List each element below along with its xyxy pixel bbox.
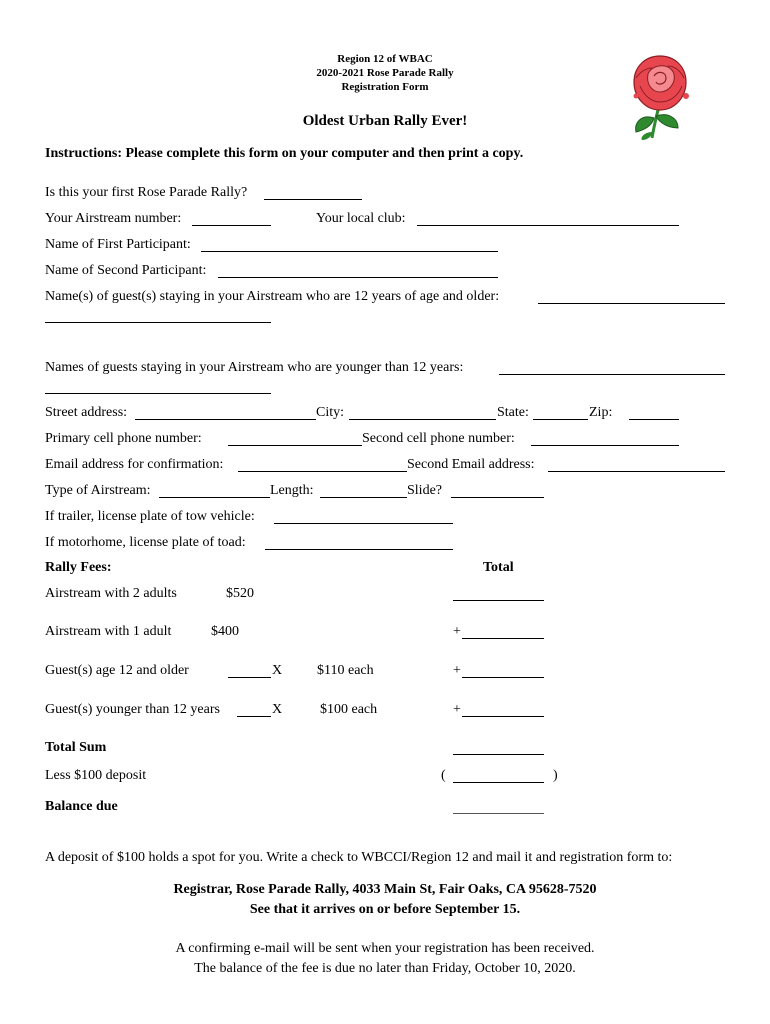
- guest-older-count-field[interactable]: [228, 677, 271, 678]
- second-email-label: Second Email address:: [407, 457, 535, 472]
- length-label: Length:: [270, 483, 314, 498]
- form-title: Oldest Urban Rally Ever!: [302, 113, 468, 129]
- toad-plate-label: If motorhome, license plate of toad:: [45, 535, 246, 550]
- header-line-1: Region 12 of WBAC: [337, 53, 433, 65]
- airstream-type-field[interactable]: [159, 497, 270, 498]
- one-adult-total-field[interactable]: [462, 638, 544, 639]
- header-line-3: Registration Form: [341, 81, 429, 93]
- slide-field[interactable]: [451, 497, 544, 498]
- email-label: Email address for confirmation:: [45, 457, 224, 472]
- street-label: Street address:: [45, 405, 128, 420]
- guests-older-field[interactable]: [538, 303, 725, 304]
- two-adults-price: $520: [226, 586, 254, 601]
- state-field[interactable]: [533, 419, 588, 420]
- guest-younger-x: X: [272, 702, 283, 717]
- one-adult-label: Airstream with 1 adult: [45, 624, 172, 639]
- trailer-plate-label: If trailer, license plate of tow vehicle:: [45, 509, 255, 524]
- toad-plate-field[interactable]: [265, 549, 453, 550]
- primary-phone-field[interactable]: [228, 445, 362, 446]
- email-field[interactable]: [238, 471, 407, 472]
- first-rally-field[interactable]: [264, 199, 362, 200]
- local-club-field[interactable]: [417, 225, 679, 226]
- second-participant-field[interactable]: [218, 277, 498, 278]
- airstream-type-label: Type of Airstream:: [45, 483, 151, 498]
- guest-younger-plus: +: [453, 702, 461, 717]
- zip-label: Zip:: [589, 405, 613, 420]
- rally-fees-heading: Rally Fees:: [45, 560, 112, 575]
- deposit-open-paren: (: [441, 768, 446, 783]
- two-adults-total-field[interactable]: [453, 600, 544, 601]
- city-label: City:: [316, 405, 345, 420]
- mailing-address: Registrar, Rose Parade Rally, 4033 Main St, Fair Oaks, CA 95628-7520: [173, 882, 597, 897]
- instructions: Instructions: Please complete this form on your computer and then print a copy.: [45, 146, 524, 161]
- balance-due-label: Balance due: [45, 799, 118, 814]
- state-label: State:: [497, 405, 529, 420]
- guest-older-total-field[interactable]: [462, 677, 544, 678]
- guests-younger-field[interactable]: [499, 374, 725, 375]
- guests-older-label: Name(s) of guest(s) staying in your Airstream who are 12 years of age and older:: [45, 289, 500, 304]
- zip-field[interactable]: [629, 419, 679, 420]
- less-deposit-label: Less $100 deposit: [45, 768, 147, 783]
- length-field[interactable]: [320, 497, 407, 498]
- deposit-close-paren: ): [553, 768, 558, 783]
- deadline-note: See that it arrives on or before September 15.: [249, 902, 521, 917]
- one-adult-price: $400: [211, 624, 239, 639]
- guest-younger-price: $100 each: [320, 702, 378, 717]
- first-participant-label: Name of First Participant:: [45, 237, 191, 252]
- second-phone-label: Second cell phone number:: [362, 431, 515, 446]
- total-heading: Total: [483, 560, 514, 575]
- airstream-number-field[interactable]: [192, 225, 271, 226]
- local-club-label: Your local club:: [316, 211, 406, 226]
- guests-older-field-line-2[interactable]: [45, 322, 271, 323]
- guest-older-price: $110 each: [317, 663, 374, 678]
- one-adult-plus: +: [453, 624, 461, 639]
- two-adults-label: Airstream with 2 adults: [45, 586, 177, 601]
- confirm-note: A confirming e-mail will be sent when your registration has been received.: [175, 941, 595, 956]
- guest-younger-total-field[interactable]: [462, 716, 544, 717]
- city-field[interactable]: [349, 419, 496, 420]
- guest-younger-count-field[interactable]: [237, 716, 271, 717]
- header-line-2: 2020-2021 Rose Parade Rally: [316, 67, 454, 79]
- rose-logo-icon: [628, 52, 692, 140]
- airstream-number-label: Your Airstream number:: [45, 211, 182, 226]
- second-phone-field[interactable]: [531, 445, 679, 446]
- primary-phone-label: Primary cell phone number:: [45, 431, 202, 446]
- total-sum-label: Total Sum: [45, 740, 107, 755]
- second-email-field[interactable]: [548, 471, 725, 472]
- balance-note: The balance of the fee is due no later than Friday, October 10, 2020.: [194, 961, 576, 976]
- guests-younger-field-line-2[interactable]: [45, 393, 271, 394]
- trailer-plate-field[interactable]: [274, 523, 453, 524]
- second-participant-label: Name of Second Participant:: [45, 263, 207, 278]
- street-field[interactable]: [135, 419, 316, 420]
- deposit-note: A deposit of $100 holds a spot for you. Write a check to WBCCI/Region 12 and mail it and registration form to:: [45, 850, 673, 865]
- guests-younger-label: Names of guests staying in your Airstream who are younger than 12 years:: [45, 360, 464, 375]
- guest-older-x: X: [272, 663, 283, 678]
- balance-due-field[interactable]: [453, 813, 544, 814]
- slide-label: Slide?: [407, 483, 442, 498]
- guest-older-plus: +: [453, 663, 461, 678]
- deposit-field[interactable]: [453, 782, 544, 783]
- guest-older-label: Guest(s) age 12 and older: [45, 663, 189, 678]
- first-participant-field[interactable]: [201, 251, 498, 252]
- total-sum-field[interactable]: [453, 754, 544, 755]
- guest-younger-label: Guest(s) younger than 12 years: [45, 702, 220, 717]
- first-rally-label: Is this your first Rose Parade Rally?: [45, 185, 248, 200]
